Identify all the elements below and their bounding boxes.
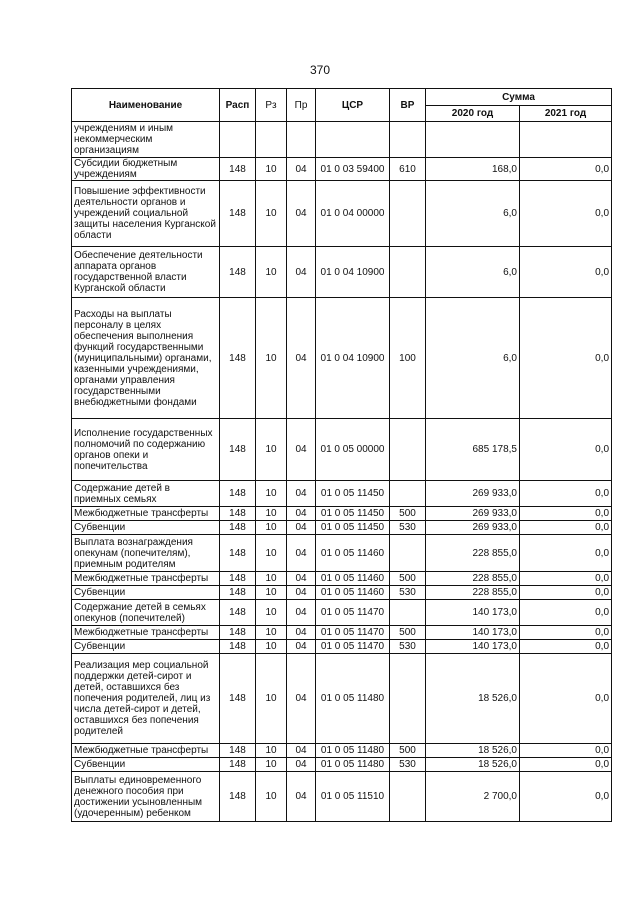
row-sum-2021: 0,0	[520, 600, 612, 626]
row-vr	[390, 654, 426, 744]
table-row	[72, 122, 612, 158]
table-row	[72, 758, 612, 772]
row-rasp: 148	[220, 640, 256, 654]
row-rz: 10	[256, 744, 287, 758]
row-sum-2020: 685 178,5	[426, 419, 520, 481]
row-csr: 01 0 05 00000	[316, 419, 390, 481]
row-sum-2021: 0,0	[520, 640, 612, 654]
row-vr: 530	[390, 521, 426, 535]
row-sum-2020: 168,0	[426, 158, 520, 181]
row-sum-2020	[426, 122, 520, 158]
row-sum-2020: 228 855,0	[426, 535, 520, 572]
row-vr: 500	[390, 507, 426, 521]
row-name: Субсидии бюджетным учреждениям	[72, 158, 220, 181]
row-sum-2020: 2 700,0	[426, 772, 520, 822]
row-pr: 04	[287, 744, 316, 758]
row-pr: 04	[287, 586, 316, 600]
header-2020: 2020 год	[426, 106, 520, 122]
row-vr: 530	[390, 586, 426, 600]
row-rasp: 148	[220, 772, 256, 822]
row-pr: 04	[287, 654, 316, 744]
page-number: 370	[309, 63, 331, 77]
header-sum: Сумма	[426, 89, 612, 106]
row-rz: 10	[256, 600, 287, 626]
row-vr	[390, 535, 426, 572]
header-csr: ЦСР	[316, 89, 390, 122]
row-rasp: 148	[220, 298, 256, 419]
row-sum-2021: 0,0	[520, 419, 612, 481]
row-csr: 01 0 05 11460	[316, 535, 390, 572]
row-csr: 01 0 04 00000	[316, 181, 390, 247]
row-rz: 10	[256, 419, 287, 481]
row-sum-2020: 6,0	[426, 298, 520, 419]
row-sum-2021: 0,0	[520, 586, 612, 600]
table-row	[72, 600, 612, 626]
row-pr: 04	[287, 181, 316, 247]
row-rasp: 148	[220, 626, 256, 640]
header-pr: Пр	[287, 89, 316, 122]
row-sum-2020: 269 933,0	[426, 507, 520, 521]
row-pr: 04	[287, 572, 316, 586]
header-vr: ВР	[390, 89, 426, 122]
row-sum-2020: 228 855,0	[426, 572, 520, 586]
row-pr	[287, 122, 316, 158]
row-pr: 04	[287, 626, 316, 640]
row-sum-2020: 140 173,0	[426, 626, 520, 640]
row-rz: 10	[256, 521, 287, 535]
row-rasp: 148	[220, 419, 256, 481]
row-pr: 04	[287, 535, 316, 572]
row-sum-2021: 0,0	[520, 158, 612, 181]
row-sum-2021: 0,0	[520, 654, 612, 744]
row-sum-2020: 18 526,0	[426, 654, 520, 744]
row-name: Субвенции	[72, 758, 220, 772]
row-rz: 10	[256, 181, 287, 247]
row-csr: 01 0 04 10900	[316, 247, 390, 298]
row-csr: 01 0 05 11480	[316, 654, 390, 744]
budget-table	[71, 88, 612, 822]
row-rz: 10	[256, 247, 287, 298]
table-row	[72, 772, 612, 822]
header-rasp: Расп	[220, 89, 256, 122]
row-name: Расходы на выплаты персоналу в целях обеспечения выполнения функций государственными (муниципальными) органами, казенными учреждениями, органами управления государственными внебюджетными фондами	[72, 298, 220, 419]
row-csr: 01 0 05 11450	[316, 507, 390, 521]
row-vr	[390, 419, 426, 481]
table-row	[72, 181, 612, 247]
row-rz: 10	[256, 481, 287, 507]
row-csr: 01 0 05 11480	[316, 758, 390, 772]
row-rz: 10	[256, 654, 287, 744]
row-csr: 01 0 05 11460	[316, 586, 390, 600]
row-pr: 04	[287, 247, 316, 298]
row-csr: 01 0 05 11480	[316, 744, 390, 758]
row-sum-2020: 228 855,0	[426, 586, 520, 600]
row-rasp	[220, 122, 256, 158]
row-vr: 100	[390, 298, 426, 419]
row-sum-2020: 269 933,0	[426, 481, 520, 507]
row-sum-2020: 269 933,0	[426, 521, 520, 535]
table-row	[72, 572, 612, 586]
row-pr: 04	[287, 600, 316, 626]
row-rasp: 148	[220, 758, 256, 772]
row-rasp: 148	[220, 181, 256, 247]
row-rasp: 148	[220, 535, 256, 572]
row-rz: 10	[256, 535, 287, 572]
row-rasp: 148	[220, 572, 256, 586]
row-rasp: 148	[220, 158, 256, 181]
row-rasp: 148	[220, 586, 256, 600]
row-name: Межбюджетные трансферты	[72, 626, 220, 640]
row-csr	[316, 122, 390, 158]
row-name: учреждениям и иным некоммерческим организациям	[72, 122, 220, 158]
row-sum-2020: 6,0	[426, 247, 520, 298]
row-vr	[390, 600, 426, 626]
row-csr: 01 0 05 11450	[316, 481, 390, 507]
table-row	[72, 419, 612, 481]
header-rz: Рз	[256, 89, 287, 122]
row-rasp: 148	[220, 481, 256, 507]
row-sum-2021: 0,0	[520, 572, 612, 586]
row-pr: 04	[287, 481, 316, 507]
row-pr: 04	[287, 158, 316, 181]
row-vr: 610	[390, 158, 426, 181]
row-rz: 10	[256, 507, 287, 521]
row-name: Межбюджетные трансферты	[72, 572, 220, 586]
row-rz: 10	[256, 298, 287, 419]
row-sum-2020: 18 526,0	[426, 758, 520, 772]
row-rz: 10	[256, 772, 287, 822]
row-rasp: 148	[220, 654, 256, 744]
row-vr: 500	[390, 744, 426, 758]
row-csr: 01 0 05 11450	[316, 521, 390, 535]
table-row	[72, 507, 612, 521]
row-name: Субвенции	[72, 640, 220, 654]
row-rz: 10	[256, 758, 287, 772]
row-rasp: 148	[220, 507, 256, 521]
row-sum-2021: 0,0	[520, 298, 612, 419]
row-pr: 04	[287, 507, 316, 521]
row-name: Повышение эффективности деятельности органов и учреждений социальной защиты населения Курганской области	[72, 181, 220, 247]
row-rasp: 148	[220, 744, 256, 758]
row-sum-2021: 0,0	[520, 481, 612, 507]
row-name: Обеспечение деятельности аппарата органов государственной власти Курганской области	[72, 247, 220, 298]
header-name: Наименование	[72, 89, 220, 122]
row-pr: 04	[287, 758, 316, 772]
row-vr	[390, 181, 426, 247]
row-rasp: 148	[220, 600, 256, 626]
row-csr: 01 0 05 11510	[316, 772, 390, 822]
row-vr	[390, 247, 426, 298]
row-sum-2020: 18 526,0	[426, 744, 520, 758]
row-sum-2021: 0,0	[520, 507, 612, 521]
row-rz: 10	[256, 586, 287, 600]
row-sum-2021: 0,0	[520, 626, 612, 640]
row-name: Выплата вознаграждения опекунам (попечителям), приемным родителям	[72, 535, 220, 572]
row-csr: 01 0 05 11470	[316, 626, 390, 640]
row-sum-2020: 140 173,0	[426, 640, 520, 654]
row-name: Субвенции	[72, 586, 220, 600]
row-pr: 04	[287, 419, 316, 481]
row-sum-2021	[520, 122, 612, 158]
row-rz: 10	[256, 572, 287, 586]
row-name: Содержание детей в приемных семьях	[72, 481, 220, 507]
table-row	[72, 247, 612, 298]
row-sum-2021: 0,0	[520, 758, 612, 772]
row-vr: 500	[390, 572, 426, 586]
table-row	[72, 626, 612, 640]
row-sum-2021: 0,0	[520, 535, 612, 572]
row-name: Субвенции	[72, 521, 220, 535]
row-rasp: 148	[220, 247, 256, 298]
row-rz	[256, 122, 287, 158]
row-vr: 530	[390, 758, 426, 772]
row-csr: 01 0 05 11470	[316, 600, 390, 626]
row-pr: 04	[287, 640, 316, 654]
row-sum-2021: 0,0	[520, 772, 612, 822]
table-row	[72, 640, 612, 654]
row-vr	[390, 772, 426, 822]
row-vr: 530	[390, 640, 426, 654]
row-name: Содержание детей в семьях опекунов (попечителей)	[72, 600, 220, 626]
row-pr: 04	[287, 298, 316, 419]
row-name: Выплаты единовременного денежного пособия при достижении усыновленным (удочеренным) ребенком	[72, 772, 220, 822]
row-name: Межбюджетные трансферты	[72, 507, 220, 521]
row-vr	[390, 481, 426, 507]
table-row	[72, 298, 612, 419]
row-name: Реализация мер социальной поддержки детей-сирот и детей, оставшихся без попечения родителей, лиц из числа детей-сирот и детей, оставшихся без попечения родителей	[72, 654, 220, 744]
row-rz: 10	[256, 626, 287, 640]
row-name: Межбюджетные трансферты	[72, 744, 220, 758]
row-sum-2021: 0,0	[520, 247, 612, 298]
row-csr: 01 0 05 11460	[316, 572, 390, 586]
row-pr: 04	[287, 772, 316, 822]
row-rz: 10	[256, 158, 287, 181]
row-vr	[390, 122, 426, 158]
table-row	[72, 744, 612, 758]
row-sum-2020: 140 173,0	[426, 600, 520, 626]
row-csr: 01 0 05 11470	[316, 640, 390, 654]
table-row	[72, 535, 612, 572]
row-rasp: 148	[220, 521, 256, 535]
row-rz: 10	[256, 640, 287, 654]
row-name: Исполнение государственных полномочий по содержанию органов опеки и попечительства	[72, 419, 220, 481]
row-sum-2021: 0,0	[520, 744, 612, 758]
row-csr: 01 0 04 10900	[316, 298, 390, 419]
table-row	[72, 654, 612, 744]
row-csr: 01 0 03 59400	[316, 158, 390, 181]
row-vr: 500	[390, 626, 426, 640]
row-sum-2021: 0,0	[520, 181, 612, 247]
table-row	[72, 586, 612, 600]
table-row	[72, 521, 612, 535]
table-row	[72, 481, 612, 507]
header-2021: 2021 год	[520, 106, 612, 122]
table-row	[72, 158, 612, 181]
row-sum-2021: 0,0	[520, 521, 612, 535]
row-sum-2020: 6,0	[426, 181, 520, 247]
row-pr: 04	[287, 521, 316, 535]
